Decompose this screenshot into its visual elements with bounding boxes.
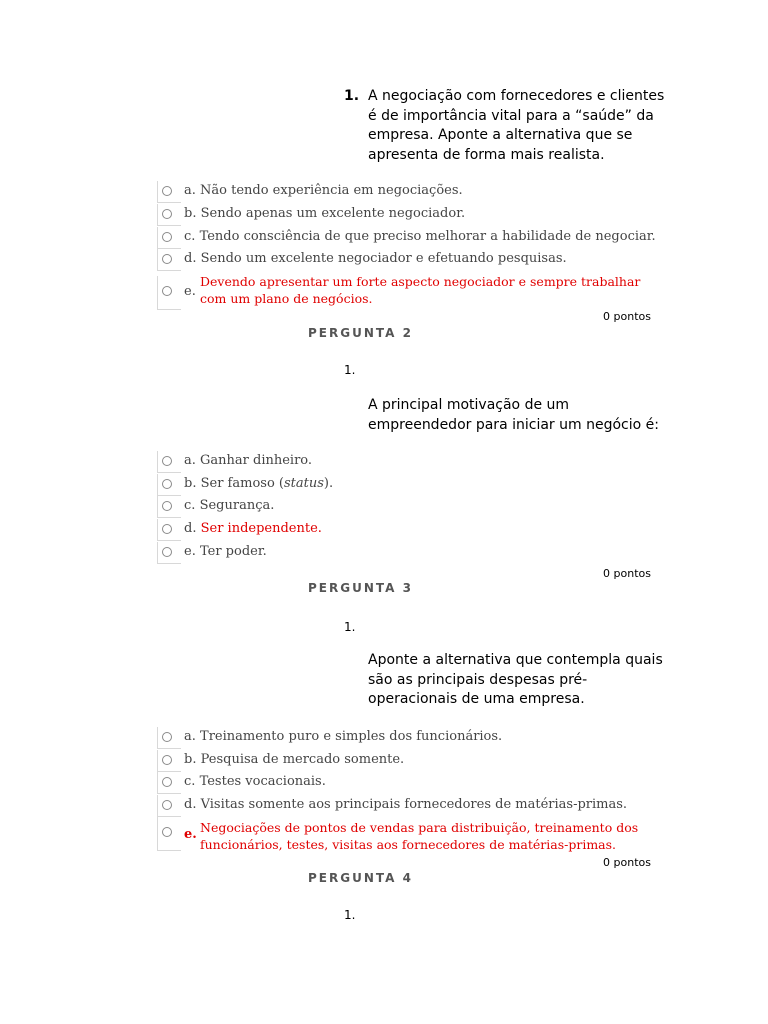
radio-button[interactable] — [162, 286, 172, 296]
option-label: b. Pesquisa de mercado somente. — [184, 752, 405, 767]
option-label: d. Visitas somente aos principais fornecedores de matérias-primas. — [184, 797, 628, 812]
radio-button[interactable] — [162, 232, 172, 242]
question-text-line: empresa. Aponte a alternativa que se — [368, 127, 633, 143]
answer-option-c[interactable] — [157, 772, 717, 794]
radio-button[interactable] — [162, 524, 172, 534]
answer-option-a[interactable] — [157, 451, 717, 473]
question-number: 1. — [344, 620, 356, 634]
question-heading: PERGUNTA 4 — [308, 871, 413, 885]
radio-container — [157, 451, 181, 473]
radio-button[interactable] — [162, 209, 172, 219]
answer-option-d[interactable] — [157, 519, 717, 541]
points-label: 0 pontos — [603, 567, 651, 580]
option-letter: e. — [184, 827, 197, 842]
option-label: c. Tendo consciência de que preciso melhorar a habilidade de negociar. — [184, 229, 656, 244]
option-label: d. Sendo um excelente negociador e efetuando pesquisas. — [184, 251, 567, 266]
radio-button[interactable] — [162, 800, 172, 810]
option-label: c. Testes vocacionais. — [184, 774, 326, 789]
question-heading: PERGUNTA 3 — [308, 581, 413, 595]
answer-option-a[interactable] — [157, 181, 717, 203]
question-text — [368, 396, 668, 435]
radio-button[interactable] — [162, 755, 172, 765]
option-label: b. Ser famoso (status). — [184, 476, 334, 491]
question-text-line: empreendedor para iniciar um negócio é: — [368, 416, 659, 433]
radio-button[interactable] — [162, 501, 172, 511]
radio-button[interactable] — [162, 827, 172, 837]
option-label: d. Ser independente. — [184, 521, 322, 536]
question-text-line: apresenta de forma mais realista. — [368, 146, 605, 163]
question-text-line: é de importância vital para a “saúde” da — [368, 107, 654, 124]
radio-container — [157, 249, 181, 271]
points-label: 0 pontos — [603, 856, 651, 869]
radio-button[interactable] — [162, 479, 172, 489]
radio-container — [157, 496, 181, 518]
answer-option-d[interactable] — [157, 795, 717, 817]
radio-button[interactable] — [162, 254, 172, 264]
radio-container — [157, 181, 181, 203]
radio-container — [157, 795, 181, 817]
radio-container — [157, 227, 181, 249]
answer-option-e[interactable] — [157, 817, 717, 851]
points-label: 0 pontos — [603, 310, 651, 323]
answer-option-b[interactable] — [157, 474, 717, 496]
question-number: 1. — [344, 88, 360, 104]
answer-option-b[interactable] — [157, 204, 717, 226]
option-label-correct: Ser independente. — [200, 521, 322, 536]
radio-container — [157, 727, 181, 749]
option-label-correct: Negociações de pontos de vendas para distribuição, treinamento dos funcionários, testes, visitas aos fornecedores de matérias-primas. — [200, 820, 639, 852]
question-text-line: são as principais despesas pré- — [368, 671, 588, 688]
option-label: c. Segurança. — [184, 498, 275, 513]
question-text-line: A negociação com fornecedores e clientes — [368, 88, 665, 104]
question-number: 1. — [344, 363, 356, 377]
radio-container — [157, 772, 181, 794]
radio-button[interactable] — [162, 456, 172, 466]
radio-container — [157, 817, 181, 851]
option-letter: e. — [184, 284, 196, 299]
question-number: 1. — [344, 908, 356, 922]
answer-option-c[interactable] — [157, 227, 717, 249]
option-label: b. Sendo apenas um excelente negociador. — [184, 206, 466, 221]
option-label: a. Treinamento puro e simples dos funcionários. — [184, 729, 503, 744]
question-text-line: operacionais de uma empresa. — [368, 691, 585, 707]
option-label-correct: Devendo apresentar um forte aspecto negociador e sempre trabalhar com um plano de negócios. — [200, 274, 641, 306]
question-text — [368, 651, 688, 710]
question-text-line: Aponte a alternativa que contempla quais — [368, 652, 663, 668]
option-label: a. Ganhar dinheiro. — [184, 453, 313, 468]
answer-option-d[interactable] — [157, 249, 717, 271]
radio-button[interactable] — [162, 547, 172, 557]
radio-button[interactable] — [162, 777, 172, 787]
answer-option-c[interactable] — [157, 496, 717, 518]
radio-container — [157, 519, 181, 541]
answer-option-b[interactable] — [157, 750, 717, 772]
radio-container — [157, 750, 181, 772]
option-label: a. Não tendo experiência em negociações. — [184, 183, 463, 198]
radio-container — [157, 474, 181, 496]
answer-option-e[interactable] — [157, 276, 717, 310]
question-text-line: A principal motivação de um — [368, 397, 570, 413]
answer-option-a[interactable] — [157, 727, 717, 749]
question-text — [368, 87, 668, 165]
option-label: e. Ter poder. — [184, 544, 267, 559]
radio-container — [157, 204, 181, 226]
radio-button[interactable] — [162, 732, 172, 742]
question-heading: PERGUNTA 2 — [308, 326, 413, 340]
radio-container — [157, 276, 181, 310]
radio-container — [157, 542, 181, 564]
radio-button[interactable] — [162, 186, 172, 196]
answer-option-e[interactable] — [157, 542, 717, 564]
